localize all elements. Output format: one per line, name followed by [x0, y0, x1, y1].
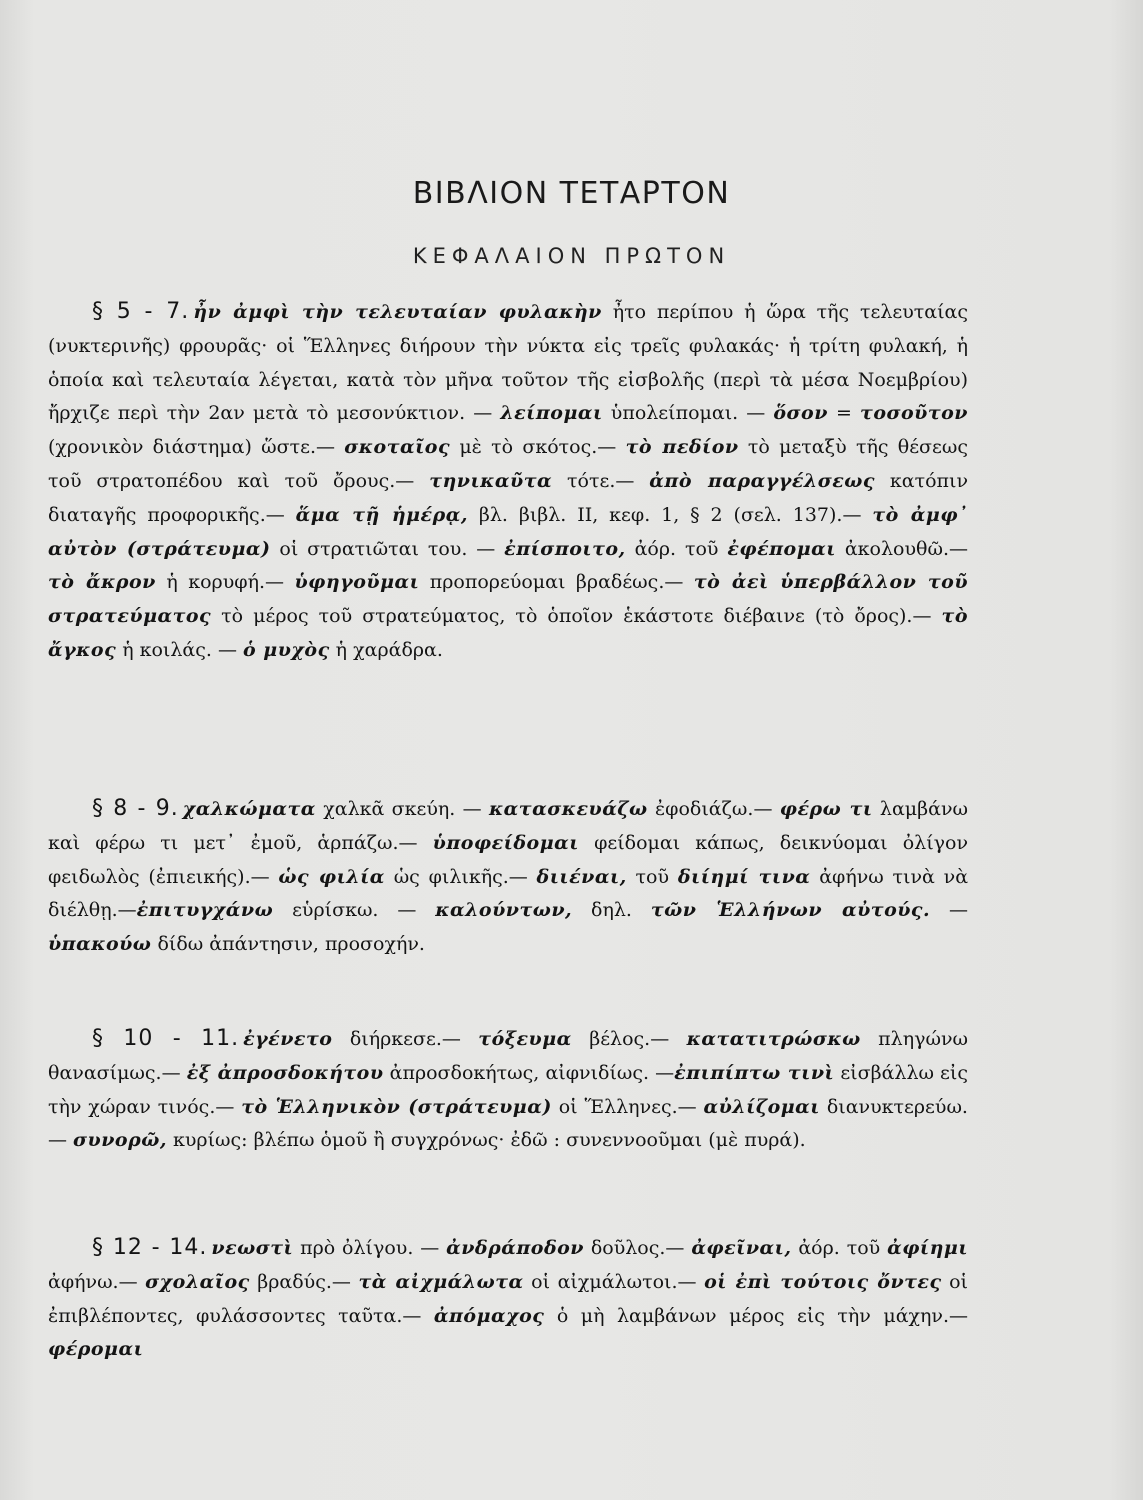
glossary-term: ἐπιπίπτω τινὶ [674, 1061, 835, 1084]
glossary-term: ἀφίημι [887, 1237, 969, 1259]
glossary-term: χαλκώματα [182, 798, 316, 820]
definition-text: ἐφοδιάζω.— [647, 798, 780, 820]
definition-text: πληγώνω θανασίμως.— [48, 1028, 968, 1084]
definition-text: δίδω ἀπάντησιν, προσοχήν. [151, 933, 425, 956]
glossary-term: τόξευμα [478, 1028, 572, 1050]
definition-text: οἱ Ἕλληνες.— [551, 1095, 704, 1118]
definition-text: προπορεύομαι βραδέως.— [419, 571, 694, 594]
definition-text: ἡ κορυφή.— [155, 571, 295, 594]
definition-text: οἱ ἐπιβλέποντες, φυλάσσοντες ταῦτα.— [48, 1270, 968, 1327]
glossary-term: ἅμα τῇ ἡμέρᾳ, [295, 503, 468, 526]
definition-text: οἱ αἰχμάλωτοι.— [523, 1270, 705, 1293]
glossary-term: διιέναι, [536, 865, 627, 888]
glossary-term: τὸ ἄγκος [48, 605, 968, 661]
glossary-term: σχολαῖος [145, 1270, 250, 1293]
glossary-term: ὑποφείδομαι [432, 831, 579, 854]
glossary-term: τὸ πεδίον [625, 436, 739, 459]
glossary-term: ὑφηγοῦμαι [294, 571, 420, 594]
glossary-term: ἐφέπομαι [727, 537, 836, 560]
glossary-term: κατατιτρώσκω [686, 1028, 861, 1050]
glossary-term: ἀπόμαχος [433, 1304, 545, 1327]
definition-text: ἀκολουθῶ.— [835, 537, 968, 560]
glossary-term: καλούντων, [435, 899, 573, 922]
definition-text: μὲ τὸ σκότος.— [450, 436, 626, 459]
glossary-term: ἐπιτυγχάνω [136, 899, 274, 922]
definition-text: (χρονικὸν διάστημα) ὥστε.— [48, 436, 345, 459]
definition-text: ἀόρ. τοῦ [625, 537, 728, 560]
glossary-term: αὐλίζομαι [703, 1095, 820, 1118]
definition-text: ἀφήνω τινὰ νὰ διέλθῃ.— [48, 865, 969, 922]
definition-text: δοῦλος.— [583, 1237, 692, 1259]
glossary-term: ἀπὸ παραγγέλσεως [649, 469, 875, 492]
glossary-term: ὅσον [773, 402, 828, 425]
glossary-term: φέρομαι [48, 1338, 144, 1361]
definition-text: λαμβάνω καὶ φέρω τι μετ᾽ ἐμοῦ, ἁρπάζω.— [48, 798, 968, 854]
definition-text: ὡς φιλικῆς.— [384, 865, 537, 888]
glossary-term: κατασκευάζω [488, 798, 648, 820]
definition-text: τότε.— [552, 469, 650, 492]
glossary-term: σκοταῖος [344, 436, 451, 459]
glossary-term: τῶν Ἑλλήνων αὐτούς. [650, 899, 931, 922]
glossary-term: ἐξ ἀπροσδοκήτου [186, 1061, 384, 1084]
section-number: § 10 - 11. [92, 1026, 240, 1051]
glossary-term: τὸ ἄκρον [48, 571, 156, 594]
definition-text: εὑρίσκω. — [273, 899, 436, 922]
definition-text: ἡ χαράδρα. [329, 638, 443, 661]
definition-text: κατόπιν διαταγῆς προφορικῆς.— [48, 469, 969, 526]
definition-text: ὁ μὴ λαμβάνων μέρος εἰς τὴν μάχην.— [544, 1304, 969, 1327]
glossary-term: τηνικαῦτα [429, 469, 553, 492]
definition-text: ἀόρ. τοῦ [791, 1237, 888, 1259]
definition-text: πρὸ ὀλίγου. — [293, 1237, 447, 1259]
section-number: § 8 - 9. [92, 796, 179, 821]
chapter-title: ΚΕΦΑΛΑΙΟΝ ΠΡΩΤΟΝ [412, 244, 731, 268]
definition-text: ὑπολείπομαι. — [602, 402, 774, 425]
glossary-term: οἱ ἐπὶ τούτοις ὄντες [704, 1270, 942, 1293]
definition-text: φείδομαι κάπως, δεικνύομαι ὀλίγον φειδωλὸς (ἐπιεικής).— [48, 831, 968, 888]
glossary-term: ἐπίσποιτο, [504, 537, 626, 560]
glossary-term: τὸ ἀεὶ ὑπερβάλλον τοῦ στρατεύματος [48, 571, 968, 628]
definition-text: = [827, 402, 861, 425]
section-8-9 [48, 792, 968, 962]
glossary-term: τὰ αἰχμάλωτα [358, 1270, 524, 1293]
definition-text: τὸ μεταξὺ τῆς θέσεως τοῦ στρατοπέδου καὶ τοῦ ὄρους.— [48, 436, 968, 492]
definition-text: — [930, 899, 968, 922]
definition-text: κυρίως: βλέπω ὁμοῦ ἢ συγχρόνως· ἐδῶ : συνεννοοῦμαι (μὲ πυρά). [166, 1129, 806, 1152]
glossary-term: φέρω τι [779, 798, 873, 820]
glossary-term: ἦν ἀμφὶ τὴν τελευταίαν φυλακὴν [193, 301, 602, 323]
glossary-term: ὁ μυχὸς [243, 638, 330, 661]
glossary-term: ἐγένετο [243, 1028, 333, 1050]
definition-text: διήρκεσε.— [332, 1028, 479, 1050]
glossary-term: τοσοῦτον [860, 402, 968, 425]
definition-text: δηλ. [572, 899, 651, 922]
book-title: ΒΙΒΛΙΟΝ ΤΕΤΑΡΤΟΝ [412, 176, 731, 211]
definition-text: τοῦ [626, 865, 678, 888]
section-number: § 12 - 14. [92, 1235, 208, 1260]
glossary-term: λείπομαι [500, 402, 603, 425]
definition-text: βλ. βιβλ. II, κεφ. 1, § 2 (σελ. 137).— [467, 503, 873, 526]
definition-text: ἡ κοιλάς. — [116, 638, 244, 661]
glossary-term: ὑπακούω [48, 933, 152, 956]
glossary-term: τὸ ἀμφ᾽ αὐτὸν (στράτευμα) [48, 503, 969, 560]
definition-text: τὸ μέρος τοῦ στρατεύματος, τὸ ὁποῖον ἑκάστοτε διέβαινε (τὸ ὄρος).— [211, 605, 942, 628]
glossary-term: ἀφεῖναι, [691, 1237, 792, 1259]
glossary-term: νεωστὶ [211, 1237, 294, 1259]
glossary-term: ὡς φιλία [278, 865, 385, 888]
glossary-term: ἀνδράποδον [446, 1237, 584, 1259]
section-12-14 [48, 1231, 968, 1367]
definition-text: ἀφήνω.— [48, 1270, 146, 1293]
definition-text: διανυκτερεύω.— [48, 1095, 968, 1152]
definition-text: βέλος.— [571, 1028, 687, 1050]
definition-text: βραδύς.— [249, 1270, 359, 1293]
glossary-term: συνορῶ, [73, 1129, 167, 1152]
glossary-term: τὸ Ἑλληνικὸν (στράτευμα) [241, 1095, 552, 1118]
definition-text: χαλκᾶ σκεύη. — [315, 798, 489, 820]
definition-text: οἱ στρατιῶται του. — [270, 537, 505, 560]
definition-text: εἰσβάλλω εἰς τὴν χώραν τινός.— [48, 1061, 968, 1118]
section-5-7 [48, 295, 968, 668]
section-10-11 [48, 1022, 968, 1158]
definition-text: ἦτο περίπου ἡ ὥρα τῆς τελευταίας (νυκτερινῆς) φρουρᾶς· οἱ Ἕλληνες διήρουν τὴν νύκτα εἰς τρεῖς φυλακάς· ἡ τρίτη φυλακή, ἡ ὁποία καὶ τελευταία λέγεται, κατὰ τὸν μῆνα τοῦτον τῆς εἰσβολῆς (περὶ τὰ μέσα Νοεμβρίου) ἤρχιζε περὶ τὴν 2αν μετὰ τὸ μεσονύκτιον. — [48, 301, 969, 425]
definition-text: ἀπροσδοκήτως, αἰφνιδίως. — [383, 1061, 675, 1084]
glossary-term: διίημί τινα [677, 865, 811, 888]
section-number: § 5 - 7. [92, 299, 190, 324]
